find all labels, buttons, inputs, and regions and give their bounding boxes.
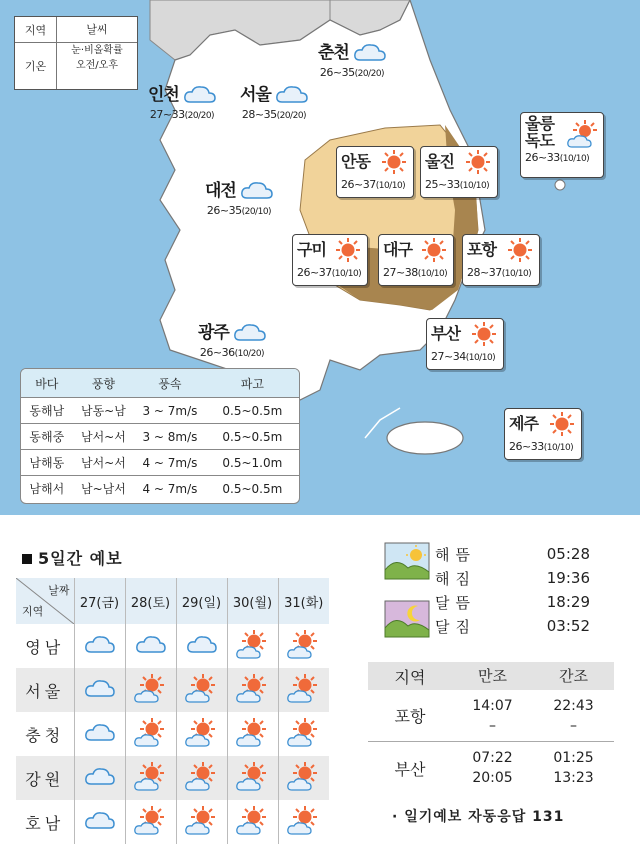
forecast-cell: [125, 624, 176, 668]
legend-ampm-label: 오전/오후: [75, 60, 118, 71]
sea-row: 동해남 남동~남 3 ~ 7m/s 0.5~0.5m: [21, 397, 299, 423]
cloud-icon: [85, 775, 115, 790]
forecast-day: 29(일): [176, 578, 227, 624]
forecast-cell: [176, 712, 227, 756]
sun-cloud-icon: [236, 648, 270, 663]
sun-cloud-icon: [236, 692, 270, 707]
sun-icon: [381, 149, 407, 179]
sea-header: 풍속: [158, 376, 182, 391]
legend-temp-label: 기온: [15, 43, 57, 89]
forecast-corner-cell: [16, 578, 74, 624]
city-name: 부산: [431, 324, 460, 343]
forecast-cell: [278, 712, 329, 756]
legend-region-label: 지역: [15, 17, 57, 42]
sea-header: 풍향: [91, 376, 115, 391]
forecast-row: [16, 624, 329, 668]
tide-row: 포항 14:07 – 22:43 –: [368, 690, 614, 742]
forecast-cell: [74, 800, 125, 844]
sun-icon: [507, 237, 533, 267]
forecast-cell: [125, 756, 176, 800]
sun-cloud-icon: [567, 119, 599, 153]
auto-response-line: · 일기예보 자동응답 131: [392, 809, 565, 825]
cloud-icon: [136, 643, 166, 658]
city-busan: 부산 27~34(10/10): [426, 318, 504, 370]
forecast-cell: [176, 800, 227, 844]
forecast-row: [16, 756, 329, 800]
forecast-day: 30(월): [227, 578, 278, 624]
sun-cloud-icon: [287, 824, 321, 839]
sunset-row: 해짐 19:36: [435, 569, 590, 588]
sea-header: 파고: [240, 376, 264, 391]
sun-moon-times: [384, 540, 614, 638]
cloud-icon: [85, 819, 115, 834]
forecast-cell: [74, 756, 125, 800]
city-name: 울릉: [525, 114, 554, 133]
sea-row: 남해서 남~남서 4 ~ 7m/s 0.5~0.5m: [21, 475, 299, 501]
sun-cloud-icon: [185, 736, 219, 751]
forecast-cell: [227, 712, 278, 756]
city-jeju: 제주 26~33(10/10): [504, 408, 582, 460]
legend-precip-label: 눈·비올확률: [71, 45, 123, 56]
city-name-2: 독도: [525, 131, 554, 150]
sun-cloud-icon: [134, 824, 168, 839]
cloud-icon: [85, 643, 115, 658]
sun-cloud-icon: [134, 692, 168, 707]
city-name: 대구: [383, 240, 412, 259]
city-name: 구미: [297, 240, 326, 259]
city-name: 인천: [148, 85, 179, 105]
city-name: 포항: [467, 240, 496, 259]
forecast-row: [16, 668, 329, 712]
city-andong: 안동 26~37(10/10): [336, 146, 414, 198]
moonrise-row: 달뜸 18:29: [435, 593, 590, 612]
tide-header-row: 지역 만조 간조: [368, 662, 614, 690]
city-name: 제주: [509, 414, 538, 433]
sun-icon: [421, 237, 447, 267]
five-day-forecast-table: [16, 578, 329, 844]
sun-cloud-icon: [236, 736, 270, 751]
forecast-header-row: [16, 578, 329, 624]
forecast-region: 호남: [16, 800, 74, 844]
sun-icon: [549, 411, 575, 441]
sea-header: 바다: [35, 376, 59, 391]
sun-cloud-icon: [287, 736, 321, 751]
forecast-cell: [176, 668, 227, 712]
forecast-cell: [227, 624, 278, 668]
sun-mountain-icon: [384, 542, 430, 584]
cloud-icon: [276, 84, 308, 108]
sun-cloud-icon: [185, 824, 219, 839]
forecast-title: 5일간 예보: [22, 546, 123, 569]
city-name: 서울: [240, 85, 271, 105]
city-gwangju: 광주 26~36(10/20): [198, 318, 266, 359]
sun-cloud-icon: [287, 648, 321, 663]
sea-row: 동해중 남서~서 3 ~ 8m/s 0.5~0.5m: [21, 423, 299, 449]
sea-row: 남해동 남서~서 4 ~ 7m/s 0.5~1.0m: [21, 449, 299, 475]
forecast-cell: [278, 800, 329, 844]
tide-table: [368, 662, 614, 794]
sun-cloud-icon: [287, 692, 321, 707]
city-chuncheon: 춘천 26~35(20/20): [318, 38, 386, 79]
forecast-day: 27(금): [74, 578, 125, 624]
city-name: 춘천: [318, 43, 349, 63]
sun-icon: [471, 321, 497, 351]
forecast-day: 31(화): [278, 578, 329, 624]
forecast-cell: [74, 712, 125, 756]
forecast-row: [16, 800, 329, 844]
sun-cloud-icon: [287, 780, 321, 795]
sun-icon: [335, 237, 361, 267]
tide-row: 부산 07:22 20:05 01:25 13:23: [394, 750, 594, 786]
forecast-row: [16, 712, 329, 756]
forecast-cell: [227, 668, 278, 712]
corner-date-label: 날짜: [48, 584, 70, 597]
forecast-cell: [125, 712, 176, 756]
cloud-icon: [354, 42, 386, 66]
moon-mountain-icon: [384, 600, 430, 642]
sun-cloud-icon: [236, 824, 270, 839]
forecast-cell: [278, 668, 329, 712]
cloud-icon: [234, 322, 266, 346]
legend-weather-label: 날씨: [86, 23, 108, 36]
sunrise-row: 해뜸 05:28: [435, 545, 590, 564]
sun-cloud-icon: [134, 780, 168, 795]
forecast-cell: [74, 668, 125, 712]
city-ulleung: 울릉 독도 26~33(10/10): [520, 112, 604, 178]
sun-cloud-icon: [185, 692, 219, 707]
forecast-region: 영남: [16, 624, 74, 668]
sun-icon: [465, 149, 491, 179]
sun-cloud-icon: [185, 780, 219, 795]
forecast-cell: [176, 756, 227, 800]
corner-region-label: 지역: [22, 605, 44, 618]
forecast-cell: [227, 800, 278, 844]
cloud-icon: [85, 731, 115, 746]
city-daegu: 대구 27~38(10/10): [378, 234, 454, 286]
city-name: 안동: [341, 152, 370, 171]
forecast-region: 서울: [16, 668, 74, 712]
city-name: 울진: [425, 152, 454, 171]
cloud-icon: [184, 84, 216, 108]
city-name: 대전: [205, 181, 236, 201]
city-uljin: 울진 25~33(10/10): [420, 146, 498, 198]
forecast-cell: [176, 624, 227, 668]
city-name: 광주: [198, 323, 229, 343]
forecast-region: 강원: [16, 756, 74, 800]
city-daejeon: 대전 26~35(20/10): [205, 176, 273, 217]
city-seoul: 서울 28~35(20/20): [240, 80, 308, 121]
sea-forecast-table: [20, 368, 300, 504]
forecast-cell: [74, 624, 125, 668]
city-gumi: 구미 26~37(10/10): [292, 234, 368, 286]
city-incheon: 인천 27~33(20/20): [148, 80, 216, 121]
forecast-region: 충청: [16, 712, 74, 756]
forecast-cell: [278, 756, 329, 800]
forecast-day: 28(토): [125, 578, 176, 624]
forecast-cell: [278, 624, 329, 668]
forecast-cell: [227, 756, 278, 800]
cloud-icon: [187, 643, 217, 658]
forecast-cell: [125, 800, 176, 844]
city-pohang: 포항 28~37(10/10): [462, 234, 540, 286]
cloud-icon: [241, 180, 273, 204]
cloud-icon: [85, 687, 115, 702]
moonset-row: 달짐 03:52: [435, 617, 590, 636]
sun-cloud-icon: [134, 736, 168, 751]
sun-cloud-icon: [236, 780, 270, 795]
forecast-cell: [125, 668, 176, 712]
map-legend: [14, 16, 138, 90]
